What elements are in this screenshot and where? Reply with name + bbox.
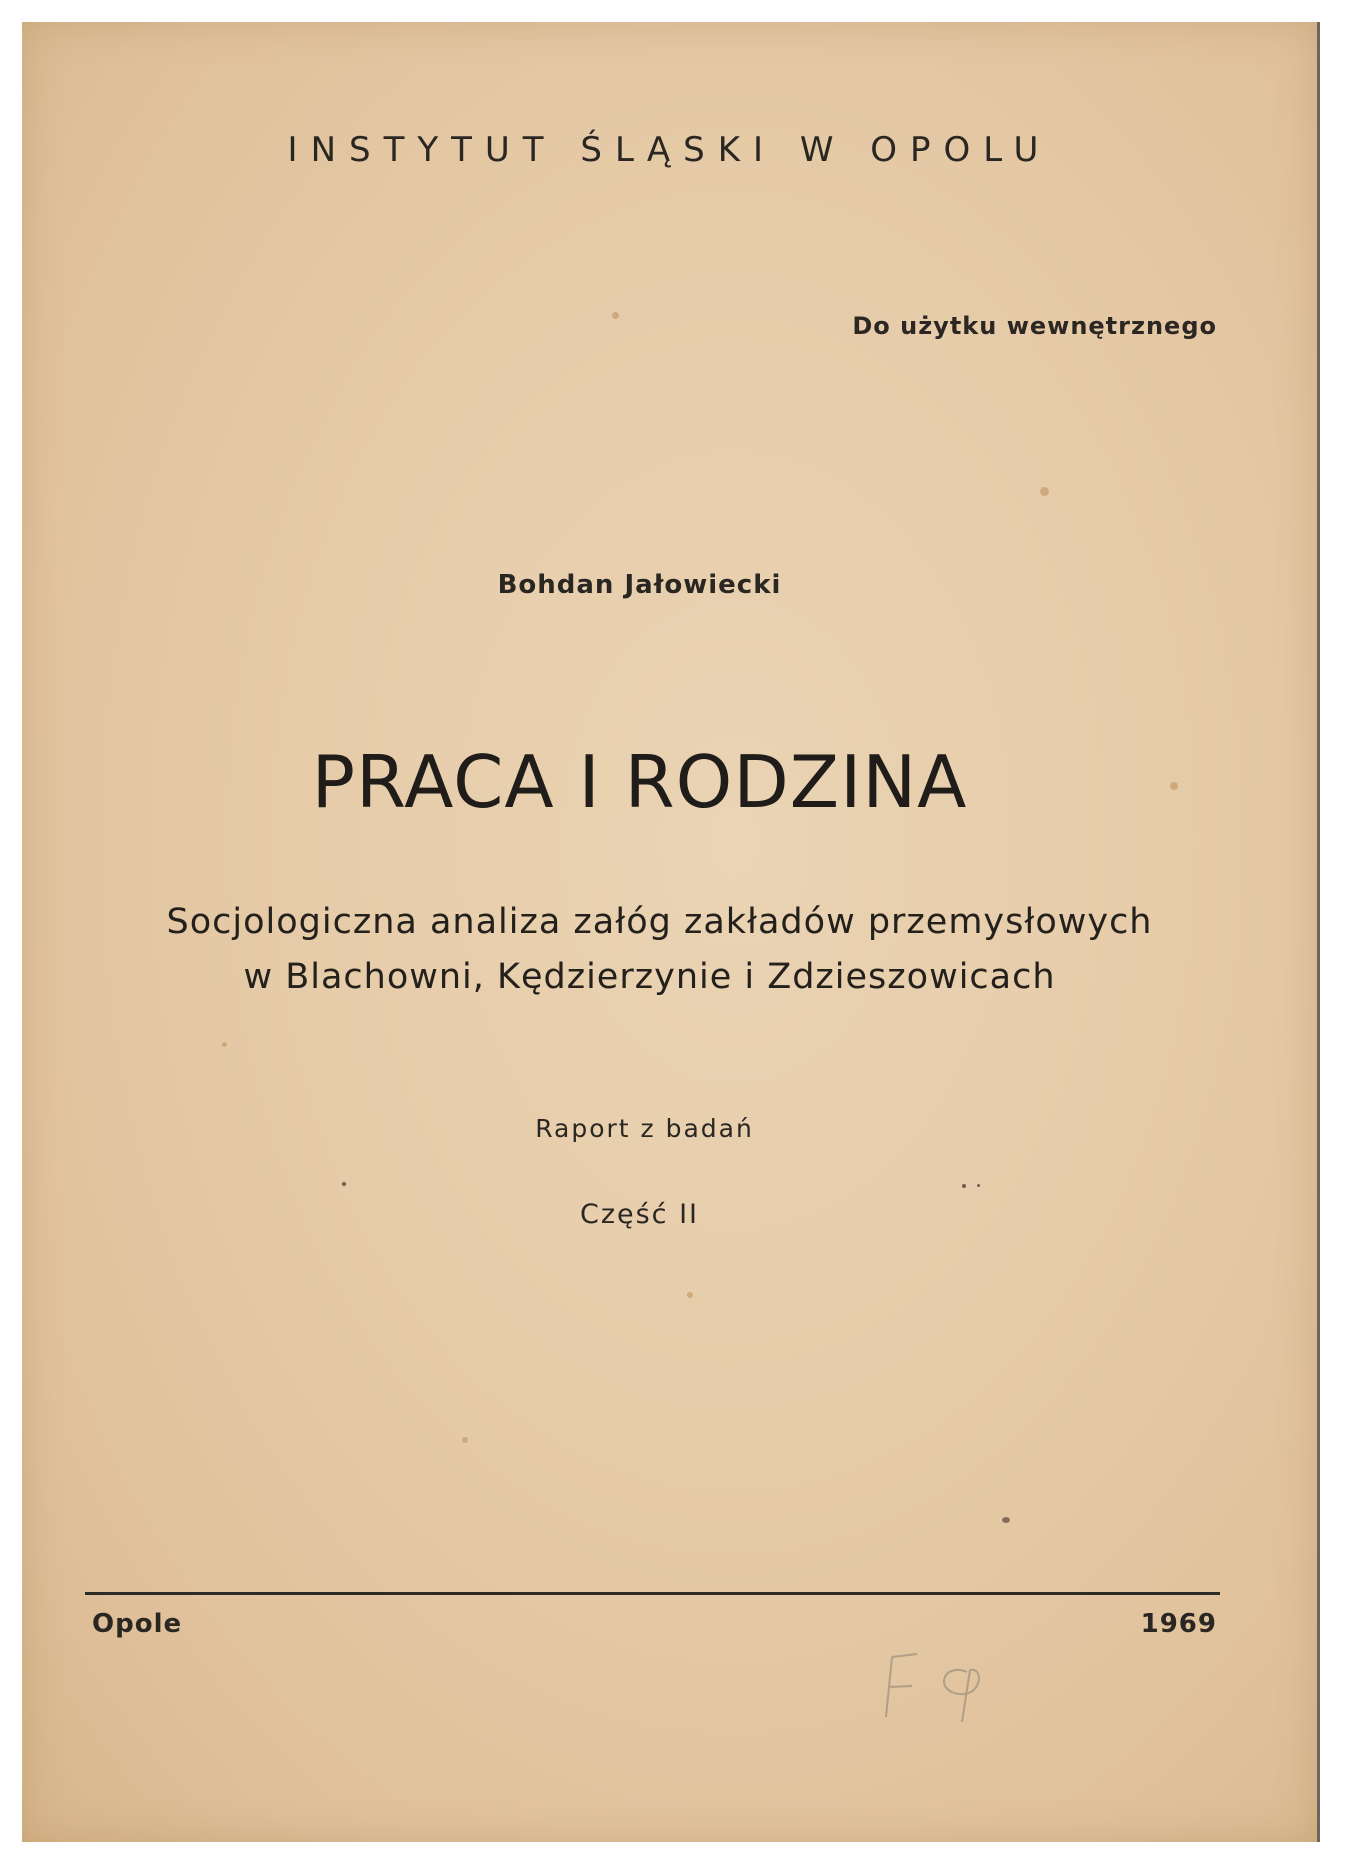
internal-use-note: Do użytku wewnętrznego — [852, 312, 1217, 340]
paper-speck — [1002, 1517, 1010, 1523]
paper-speck — [222, 1042, 227, 1047]
book-cover — [22, 22, 1320, 1842]
paper-speck — [342, 1182, 346, 1186]
footer-divider — [85, 1592, 1220, 1595]
publication-year: 1969 — [1140, 1609, 1217, 1639]
publication-city: Opole — [92, 1609, 183, 1639]
paper-speck — [977, 1184, 980, 1187]
paper-speck — [612, 312, 619, 319]
subtitle-line-2: w Blachowni, Kędzierzynie i Zdzieszowicach — [243, 957, 1056, 997]
paper-speck — [687, 1292, 693, 1298]
publisher-institute: INSTYTUT ŚLĄSKI W OPOLU — [287, 130, 1052, 170]
report-label: Raport z badań — [535, 1114, 754, 1143]
subtitle-line-1: Socjologiczna analiza załóg zakładów przemysłowych — [166, 902, 1153, 942]
paper-speck — [1040, 487, 1049, 496]
pencil-mark — [872, 1642, 1032, 1732]
paper-speck — [962, 1184, 966, 1188]
paper-speck — [462, 1437, 468, 1443]
part-label: Część II — [579, 1199, 700, 1230]
book-title: PRACA I RODZINA — [311, 740, 968, 824]
author-name: Bohdan Jałowiecki — [497, 570, 782, 600]
